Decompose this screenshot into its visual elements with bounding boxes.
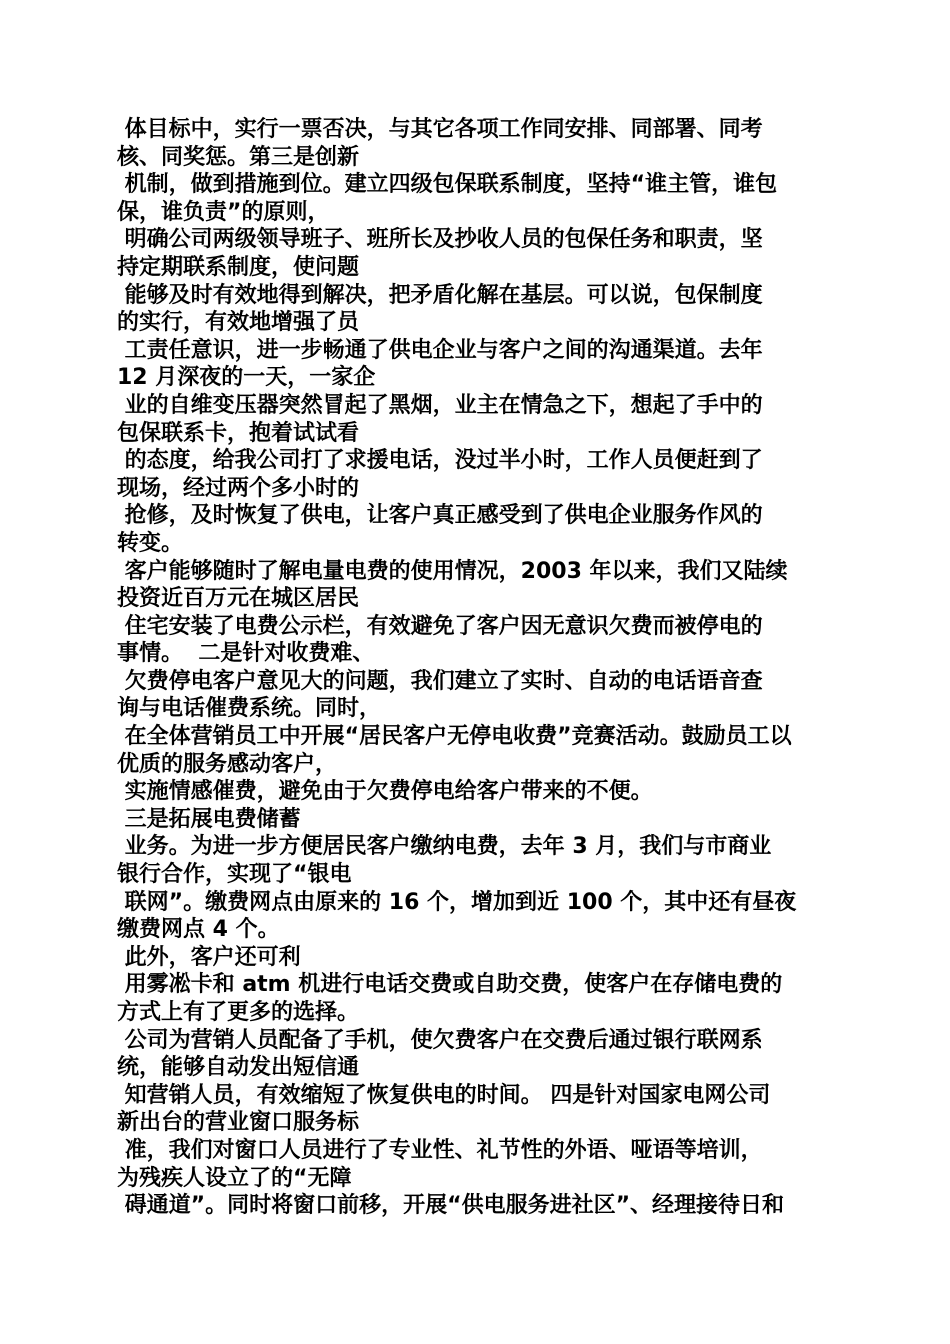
- text-line: 方式上有了更多的选择。: [117, 1000, 360, 1025]
- text-line: 能够及时有效地得到解决，把矛盾化解在基层。可以说，包保制度: [117, 282, 763, 308]
- text-line: 保，谁负责”的原则，: [117, 199, 330, 225]
- text-line: 此外，客户还可利: [117, 944, 301, 970]
- text-line: 实施情感催费，避免由于欠费停电给客户带来的不便。: [117, 779, 653, 805]
- text-line: 用雾凇卡和 atm 机进行电话交费或自助交费，使客户在存储电费的: [117, 972, 783, 998]
- text-line: 的态度，给我公司打了求援电话，没过半小时，工作人员便赶到了: [117, 448, 763, 474]
- text-line: 碍通道”。同时将窗口前移，开展“供电服务进社区”、经理接待日和: [117, 1193, 785, 1219]
- text-line: 优质的服务感动客户，: [117, 751, 338, 777]
- text-line: 包保联系卡，抱着试试看: [117, 420, 360, 446]
- body-text: [117, 116, 837, 1220]
- text-line: 住宅安装了电费公示栏，有效避免了客户因无意识欠费而被停电的: [117, 613, 763, 639]
- text-line: 体目标中，实行一票否决，与其它各项工作同安排、同部署、同考: [117, 117, 763, 142]
- text-line: 银行合作，实现了“银电: [117, 862, 352, 888]
- text-line: 准，我们对窗口人员进行了专业性、礼节性的外语、哑语等培训，: [117, 1137, 763, 1163]
- text-line: 现场，经过两个多小时的: [117, 475, 360, 501]
- text-line: 统，能够自动发出短信通: [117, 1055, 360, 1081]
- text-line: 抢修，及时恢复了供电，让客户真正感受到了供电企业服务作风的: [117, 503, 763, 529]
- text-line: 业的自维变压器突然冒起了黑烟，业主在情急之下，想起了手中的: [117, 392, 763, 418]
- text-line: 投资近百万元在城区居民: [117, 586, 360, 612]
- text-line: 业务。为进一步方便居民客户缴纳电费，去年 3 月，我们与市商业: [117, 834, 772, 860]
- text-line: 明确公司两级领导班子、班所长及抄收人员的包保任务和职责，坚: [117, 227, 763, 253]
- text-line: 知营销人员，有效缩短了恢复供电的时间。 四是针对国家电网公司: [117, 1082, 771, 1108]
- text-line: 12 月深夜的一天，一家企: [117, 365, 376, 391]
- text-line: 的实行，有效地增强了员: [117, 310, 360, 336]
- text-line: 为残疾人设立了的“无障: [117, 1165, 352, 1191]
- text-line: 转变。: [117, 530, 184, 556]
- text-line: 事情。 二是针对收费难、: [117, 641, 375, 667]
- text-line: 联网”。缴费网点由原来的 16 个，增加到近 100 个，其中还有昼夜: [117, 889, 797, 915]
- text-line: 客户能够随时了解电量电费的使用情况，2003 年以来，我们又陆续: [117, 558, 788, 584]
- text-line: 三是拓展电费储蓄: [117, 806, 301, 832]
- text-line: 公司为营销人员配备了手机，使欠费客户在交费后通过银行联网系: [117, 1027, 763, 1053]
- text-line: 核、同奖惩。第三是创新: [117, 144, 360, 170]
- text-line: 机制，做到措施到位。建立四级包保联系制度，坚持“谁主管，谁包: [117, 172, 778, 198]
- text-line: 新出台的营业窗口服务标: [117, 1110, 360, 1136]
- text-line: 缴费网点 4 个。: [117, 917, 280, 943]
- text-line: 持定期联系制度，使问题: [117, 254, 360, 280]
- text-line: 询与电话催费系统。同时，: [117, 696, 382, 722]
- text-line: 欠费停电客户意见大的问题，我们建立了实时、自动的电话语音查: [117, 668, 763, 694]
- text-line: 在全体营销员工中开展“居民客户无停电收费”竞赛活动。鼓励员工以: [117, 724, 792, 750]
- text-line: 工责任意识，进一步畅通了供电企业与客户之间的沟通渠道。去年: [117, 337, 763, 363]
